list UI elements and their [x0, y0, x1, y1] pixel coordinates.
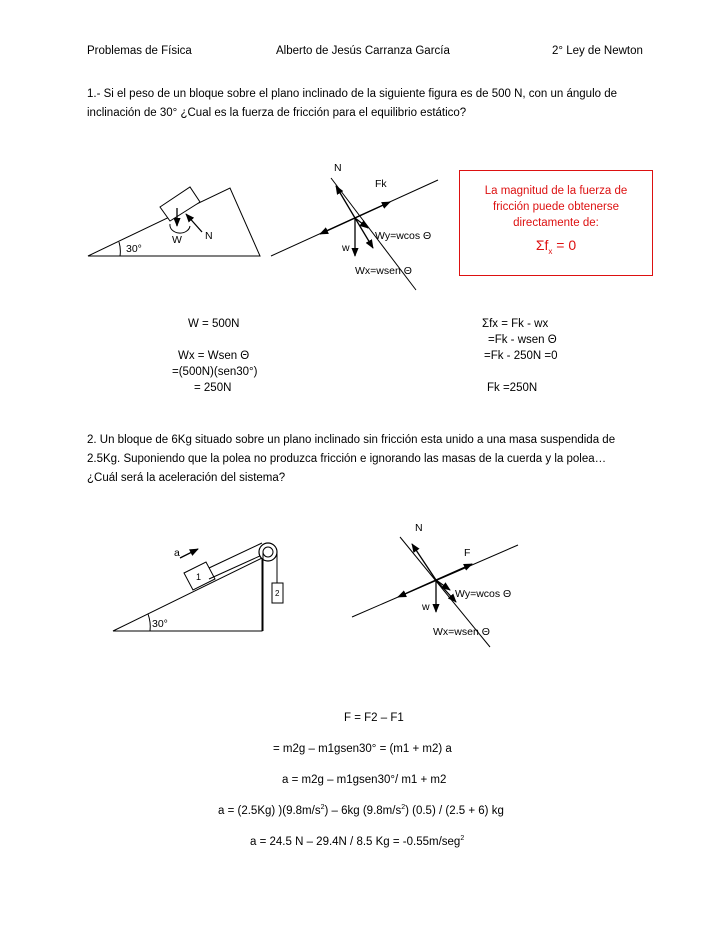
p1-calc-right-1: Σfx = Fk - wx [482, 318, 549, 330]
p1-diagram-wx: Wx=wsen Θ [355, 265, 412, 277]
p1-calc-right-4: Fk =250N [487, 382, 538, 394]
p2-block2-label: 2 [275, 589, 280, 598]
p1-diagram-w: w [342, 242, 350, 254]
note-formula: $\Sigma f_x = 0$ [535, 237, 577, 256]
note-line1: La magnitud de la fuerza de [484, 185, 628, 197]
problem2-line1: 2. Un bloque de 6Kg situado sobre un plano inclinado sin fricción esta unido a una masa suspendida de [87, 434, 616, 446]
p2-diagram-f: F [464, 547, 471, 559]
header-center: Alberto de Jesús Carranza García [276, 45, 450, 57]
note-line3: directamente de: [513, 217, 599, 229]
header-left: Problemas de Física [87, 45, 192, 57]
p1-calc-left-3: =(500N)(sen30°) [172, 366, 258, 378]
incline-figure-2 [113, 543, 283, 631]
p2-a-label: a [174, 547, 180, 559]
p1-calc-left-4: = 250N [194, 382, 232, 394]
p2-equation-2: = m2g – m1gsen30° = (m1 + m2) a [273, 743, 452, 755]
p1-calc-left-2: Wx = Wsen Θ [178, 350, 250, 362]
p2-equation-3: a = m2g – m1gsen30°/ m1 + m2 [282, 774, 447, 786]
p1-n-label: N [205, 230, 213, 242]
p1-angle-label: 30° [126, 243, 142, 255]
p2-diagram-n: N [415, 522, 423, 534]
problem2-line3: ¿Cuál será la aceleración del sistema? [87, 472, 286, 484]
problem1-line1: 1.- Si el peso de un bloque sobre el plano inclinado de la siguiente figura es de 500 N, con un ángulo de [87, 88, 618, 100]
p1-calc-left-1: W = 500N [188, 318, 240, 330]
p1-w-label: W [172, 234, 182, 246]
p2-diagram-wx: Wx=wsen Θ [433, 626, 490, 638]
problem1-line2: inclinación de 30° ¿Cual es la fuerza de fricción para el equilibrio estático? [87, 107, 467, 119]
header-right: 2° Ley de Newton [552, 45, 643, 57]
p1-diagram-fk: Fk [375, 178, 387, 190]
p2-diagram-wy: Wy=wcos Θ [455, 588, 512, 600]
p1-diagram-wy: Wy=wcos Θ [375, 230, 432, 242]
p2-equation-4: a = (2.5Kg) )$(9.8m/s^2) - 6kg$ $(9.8m/s^2)$ (0.5) / (2.5 + 6) kg [218, 804, 504, 817]
p2-diagram-w: w [422, 601, 430, 613]
problem2-line2: 2.5Kg. Suponiendo que la polea no produzca fricción e ignorando las masas de la cuerda y la polea… [87, 453, 607, 465]
p1-calc-right-2: =Fk - wsen Θ [488, 334, 557, 346]
friction-note-box [459, 170, 653, 276]
p2-equation-5: a = 24.5 N – 29.4N / 8.5 Kg = -0.55m/seg$^2$ [250, 835, 465, 848]
p2-angle-label: 30° [152, 618, 168, 630]
note-line2: fricción puede obtenerse [493, 201, 619, 213]
p1-diagram-n: N [334, 162, 342, 174]
p2-block1-label: 1 [196, 572, 202, 582]
p2-equation-1: F = F2 – F1 [344, 712, 404, 724]
p1-calc-right-3: =Fk - 250N =0 [484, 350, 558, 362]
